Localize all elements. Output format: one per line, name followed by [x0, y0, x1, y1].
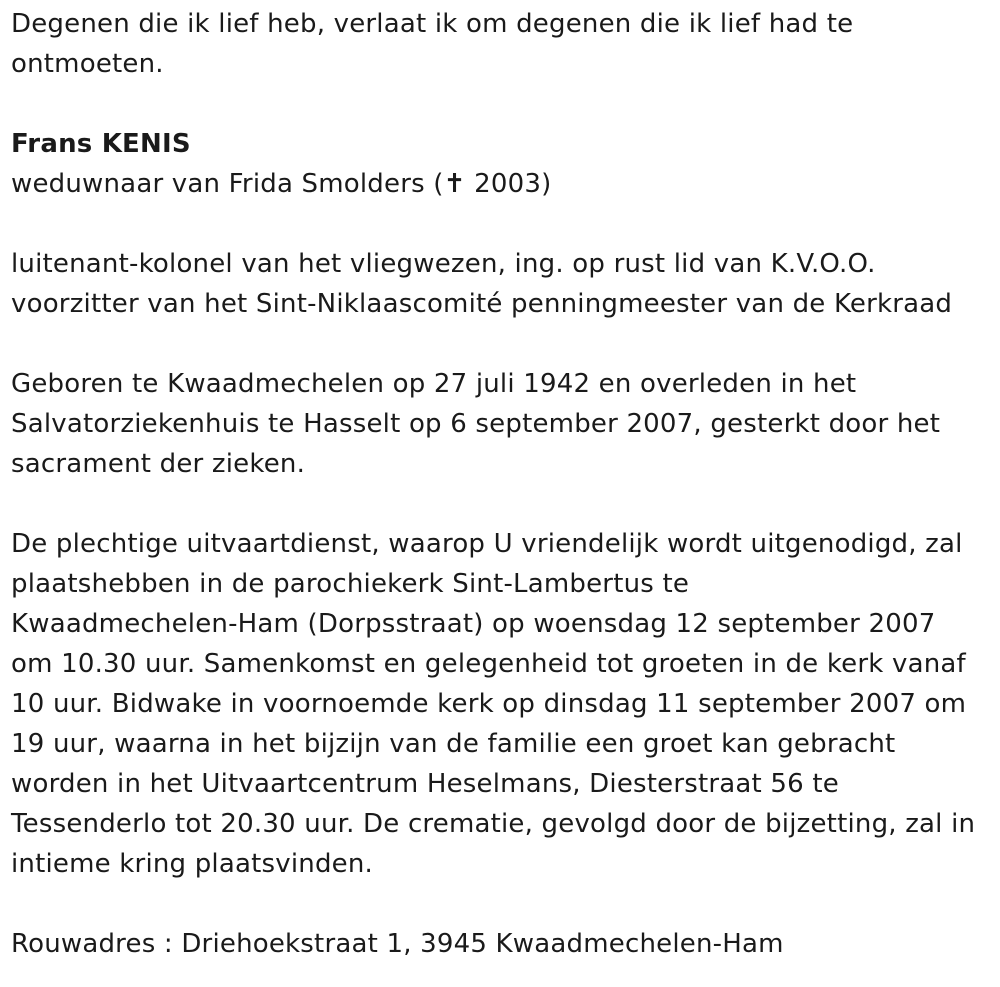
- spacer: [11, 484, 991, 524]
- quote: [11, 4, 991, 84]
- service-line: plaatshebben in de parochiekerk Sint-Lambertus te: [11, 569, 690, 599]
- spacer: [11, 324, 991, 364]
- birth-death-paragraph: [11, 364, 991, 484]
- service-line: 19 uur, waarna in het bijzijn van de familie een groet kan gebracht: [11, 729, 896, 759]
- service-line: om 10.30 uur. Samenkomst en gelegenheid tot groeten in de kerk vanaf: [11, 649, 966, 679]
- titles: [11, 244, 991, 324]
- title-line: luitenant-kolonel van het vliegwezen, ing. op rust lid van K.V.O.O.: [11, 249, 876, 279]
- title-line: voorzitter van het Sint-Niklaascomité penningmeester van de Kerkraad: [11, 289, 953, 319]
- spacer: [11, 204, 991, 244]
- spacer: [11, 84, 991, 124]
- birth-death-line: Geboren te Kwaadmechelen op 27 juli 1942 en overleden in het: [11, 369, 857, 399]
- service-line: worden in het Uitvaartcentrum Heselmans, Diesterstraat 56 te: [11, 769, 839, 799]
- service-line: intieme kring plaatsvinden.: [11, 849, 373, 879]
- birth-death-line: Salvatorziekenhuis te Hasselt op 6 september 2007, gesterkt door het: [11, 409, 941, 439]
- obituary-document: [11, 4, 991, 964]
- service-line: 10 uur. Bidwake in voornoemde kerk op dinsdag 11 september 2007 om: [11, 689, 967, 719]
- birth-death-line: sacrament der zieken.: [11, 449, 306, 479]
- spouse-line: weduwnaar van Frida Smolders (✝ 2003): [11, 169, 552, 199]
- service-line: De plechtige uitvaartdienst, waarop U vriendelijk wordt uitgenodigd, zal: [11, 529, 963, 559]
- service-paragraph: [11, 524, 991, 884]
- spacer: [11, 884, 991, 924]
- quote-line: ontmoeten.: [11, 49, 164, 79]
- deceased-name: Frans KENIS: [11, 129, 191, 159]
- quote-line: Degenen die ik lief heb, verlaat ik om degenen die ik lief had te: [11, 9, 854, 39]
- service-line: Tessenderlo tot 20.30 uur. De crematie, gevolgd door de bijzetting, zal in: [11, 809, 976, 839]
- mourning-address: Rouwadres : Driehoekstraat 1, 3945 Kwaadmechelen-Ham: [11, 929, 784, 959]
- service-line: Kwaadmechelen-Ham (Dorpsstraat) op woensdag 12 september 2007: [11, 609, 936, 639]
